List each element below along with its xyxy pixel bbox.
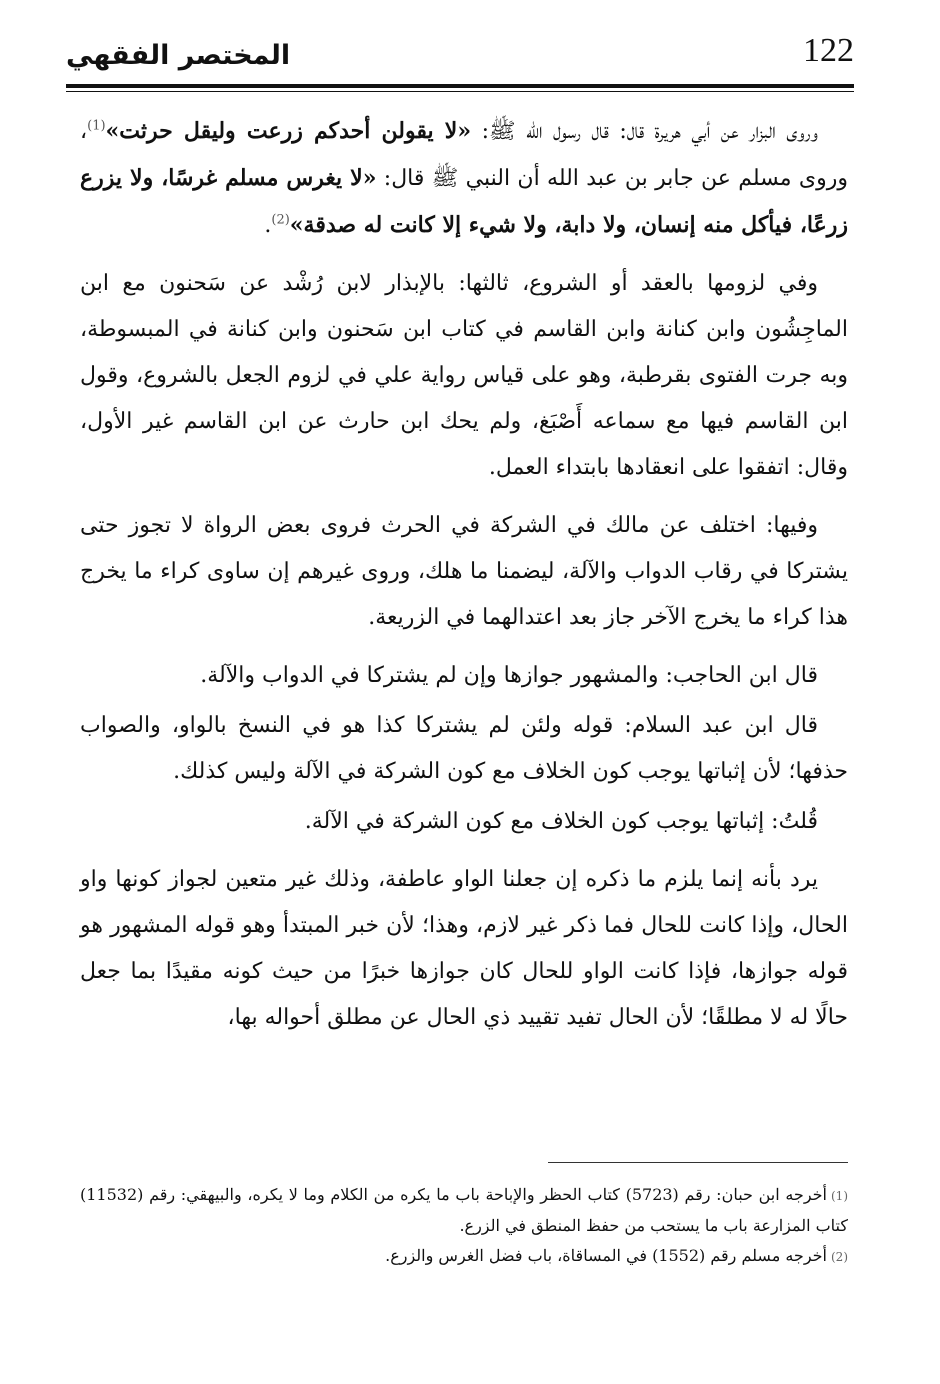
paragraph-1-end: . xyxy=(264,213,272,238)
main-text xyxy=(80,108,848,1053)
hadith-quote-1: «لا يقولن أحدكم زرعت وليقل حرثت» xyxy=(105,118,472,144)
paragraph-1 xyxy=(80,108,848,249)
footnote-ref-1: (1) xyxy=(87,118,106,134)
footnote-text: أخرجه ابن حبان: رقم (5723) كتاب الحظر والإباحة باب ما يكره من الكلام وما لا يكره، والبيهقي: رقم (11532) كتاب المزارعة باب ما يستحب من حفظ المنطق في الزرع. xyxy=(80,1185,848,1235)
footnote-number: (2) xyxy=(830,1250,848,1264)
paragraph-1-intro: وروى البزار عن أبي هريرة قال: قال رسول الله ﷺ: xyxy=(471,119,818,144)
paragraph-4: قال ابن الحاجب: والمشهور جوازها وإن لم يشتركا في الدواب والآلة. xyxy=(200,663,818,688)
page-header xyxy=(66,30,854,86)
paragraph-1-middle: ، وروى مسلم عن جابر بن عبد الله أن النبي ﷺ قال: xyxy=(80,119,848,191)
footnotes xyxy=(80,1180,848,1272)
paragraph-2: وفي لزومها بالعقد أو الشروع، ثالثها: بالإبذار لابن رُشْد عن سَحنون مع ابن الماجِشُون وابن كنانة وابن القاسم في كتاب ابن سَحنون وابن كنانة في المبسوطة، وبه جرت الفتوى بقرطبة، وهو على قياس رواية علي في لزوم الجعل بالشروع، وقول ابن القاسم فيها مع سماعه أَصْبَغ، ولم يحك ابن حارث عن ابن القاسم غير الأول، وقال: اتفقوا على انعقادها بابتداء العمل. xyxy=(80,271,848,480)
header-rule xyxy=(66,84,854,88)
paragraph-7: يرد بأنه إنما يلزم ما ذكره إن جعلنا الواو عاطفة، وذلك غير متعين لجواز كونها واو الحال، وإذا كانت للحال فما ذكر غير لازم، وهذا؛ لأن خبر المبتدأ وهو قوله المشهور هو قوله جوازها، فإذا كانت الواو للحال كان جوازها خبرًا من حيث كونه مقيدًا بما جعل حالًا له لا مطلقًا؛ لأن الحال تفيد تقييد ذي الحال عن مطلق أحواله بها، xyxy=(80,867,848,1030)
footnote-ref-2: (2) xyxy=(271,212,290,228)
paragraph-5: قال ابن عبد السلام: قوله ولئن لم يشتركا كذا هو في النسخ بالواو، والصواب حذفها؛ لأن إثباتها يوجب كون الخلاف مع كون الشركة في الآلة وليس كذلك. xyxy=(80,713,848,784)
footnote-text: أخرجه مسلم رقم (1552) في المساقاة، باب فضل الغرس والزرع. xyxy=(385,1246,827,1265)
footnote-number: (1) xyxy=(830,1189,848,1203)
footnote-1 xyxy=(80,1180,848,1241)
hadith-quote-2: «لا يغرس مسلم غرسًا، ولا يزرع زرعًا، فيأكل منه إنسان، ولا دابة، ولا شيء إلا كانت له صدقة» xyxy=(80,165,848,238)
footnote-divider xyxy=(548,1162,848,1163)
page-number: 122 xyxy=(803,32,854,69)
paragraph-6: قُلتُ: إثباتها يوجب كون الخلاف مع كون الشركة في الآلة. xyxy=(304,809,818,834)
book-title: المختصر الفقهي xyxy=(66,40,291,71)
paragraph-3: وفيها: اختلف عن مالك في الشركة في الحرث فروى بعض الرواة لا تجوز حتى يشتركا في رقاب الدواب والآلة، ليضمنا ما هلك، وروى غيرهم إن ساوى كراء ما يخرج هذا كراء ما يخرج الآخر جاز بعد اعتدالهما في الزريعة. xyxy=(80,513,848,630)
footnote-2 xyxy=(80,1241,848,1272)
header-rule-thin xyxy=(66,91,854,92)
